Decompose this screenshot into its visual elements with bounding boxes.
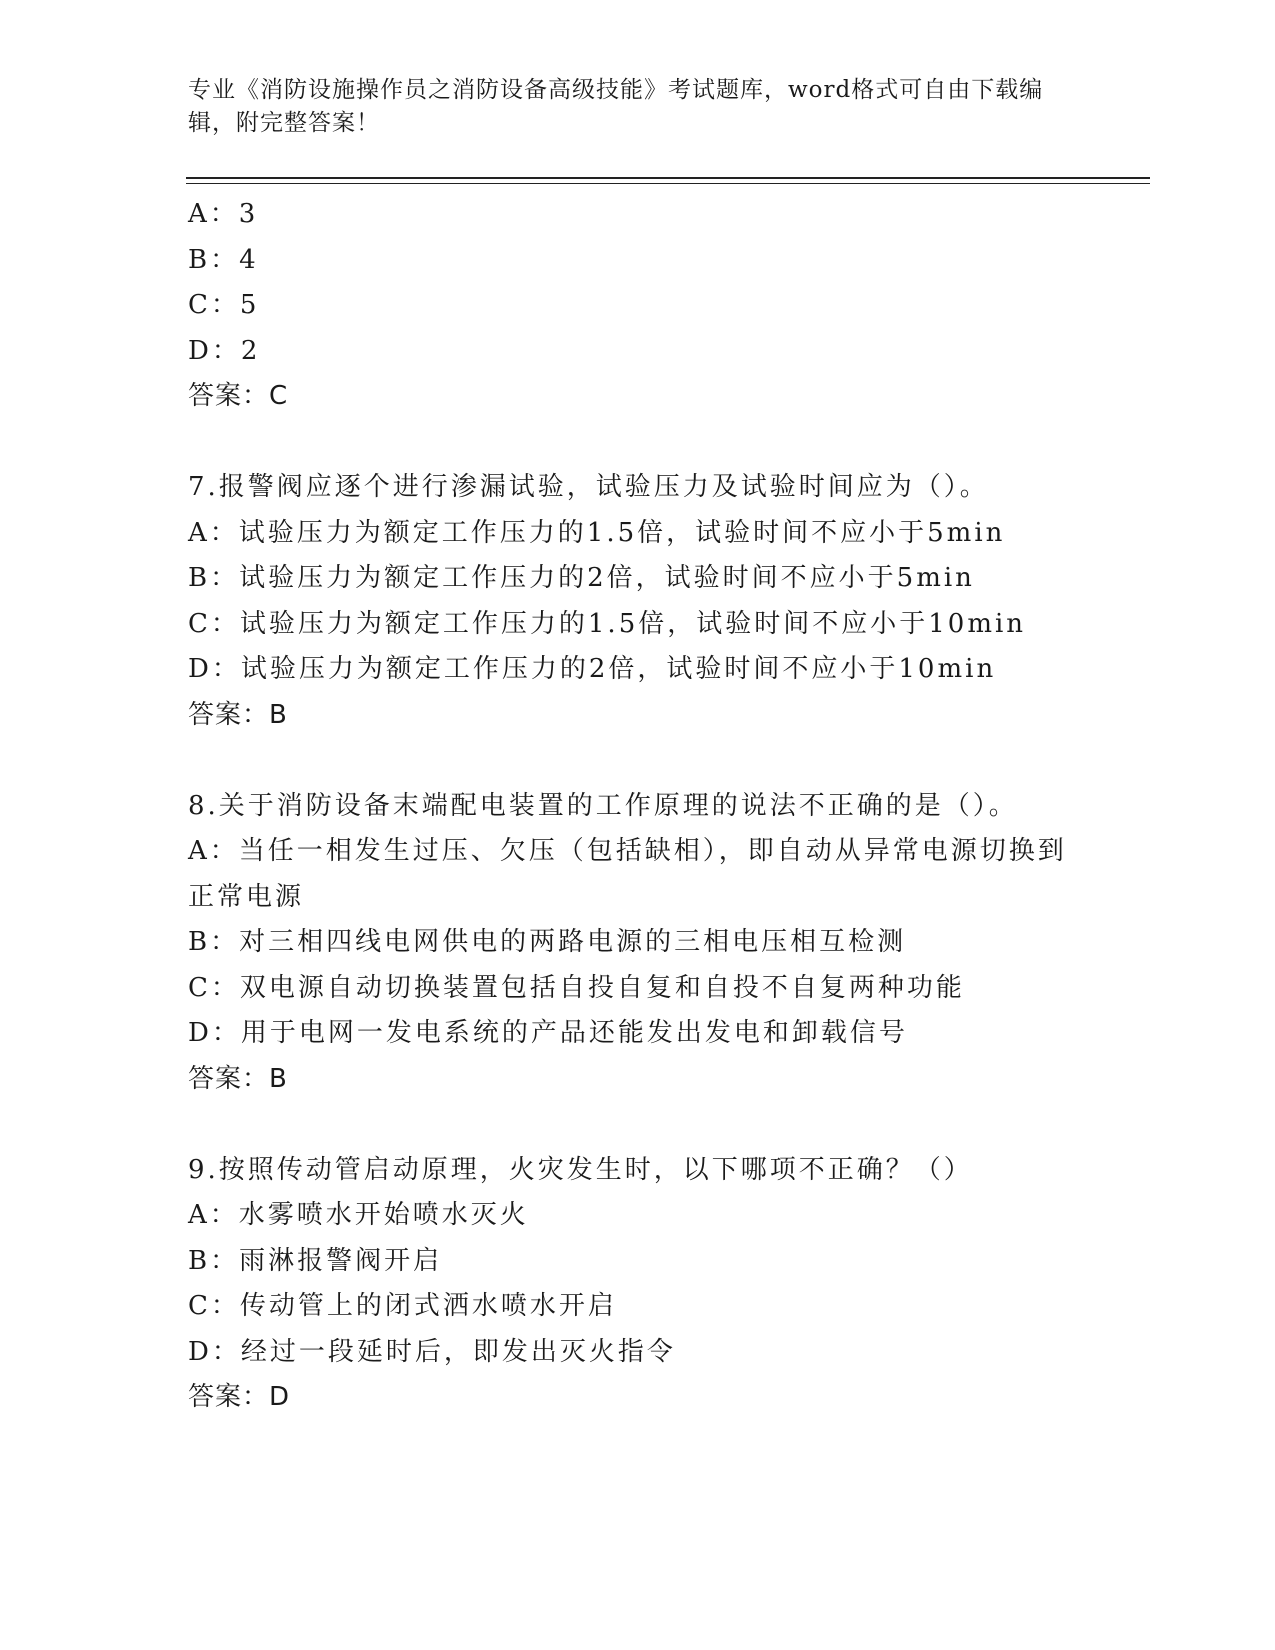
option-d: D：2 — [188, 335, 261, 366]
option-d: D：经过一段延时后，即发出灭火指令 — [188, 1336, 676, 1367]
option-b: B：4 — [188, 244, 259, 275]
option-b: B：雨淋报警阀开启 — [188, 1245, 443, 1276]
option-a: A：水雾喷水开始喷水灭火 — [188, 1200, 529, 1230]
spacer — [188, 738, 1088, 784]
option-d: D：试验压力为额定工作压力的2倍，试验时间不应小于10min — [188, 654, 997, 684]
answer-line: 答案：B — [188, 699, 288, 730]
answer-line: 答案：D — [188, 1382, 291, 1412]
option-c: C：传动管上的闭式洒水喷水开启 — [188, 1291, 617, 1321]
option-b: B：试验压力为额定工作压力的2倍，试验时间不应小于5min — [188, 563, 975, 593]
header-rule-thick — [186, 177, 1150, 179]
option-b: B：对三相四线电网供电的两路电源的三相电压相互检测 — [188, 927, 907, 957]
option-c: C：双电源自动切换装置包括自投自复和自投不自复两种功能 — [188, 972, 965, 1003]
option-c: C：5 — [188, 290, 260, 320]
answer-line: 答案：C — [188, 381, 289, 411]
option-a: A：当任一相发生过压、欠压（包括缺相），即自动从异常电源切换到正常电源 — [188, 836, 1067, 912]
question-stem: 9.按照传动管启动原理，火灾发生时，以下哪项不正确？（） — [188, 1154, 973, 1185]
option-c: C：试验压力为额定工作压力的1.5倍，试验时间不应小于10min — [188, 608, 1027, 639]
spacer — [188, 420, 1088, 466]
question-content — [188, 192, 1088, 1421]
spacer — [188, 1102, 1088, 1148]
question-stem: 7.报警阀应逐个进行渗漏试验，试验压力及试验时间应为（）。 — [188, 472, 989, 502]
option-a: A：3 — [188, 199, 259, 229]
header-rule-thin — [186, 183, 1150, 184]
option-d: D：用于电网一发电系统的产品还能发出发电和卸载信号 — [188, 1018, 908, 1048]
option-a: A：试验压力为额定工作压力的1.5倍，试验时间不应小于5min — [188, 517, 1006, 548]
question-stem: 8.关于消防设备末端配电装置的工作原理的说法不正确的是（）。 — [188, 790, 1018, 821]
document-header: 专业《消防设施操作员之消防设备高级技能》考试题库，word格式可自由下载编辑，附完整答案！ — [188, 77, 1044, 136]
answer-line: 答案：B — [188, 1063, 288, 1094]
